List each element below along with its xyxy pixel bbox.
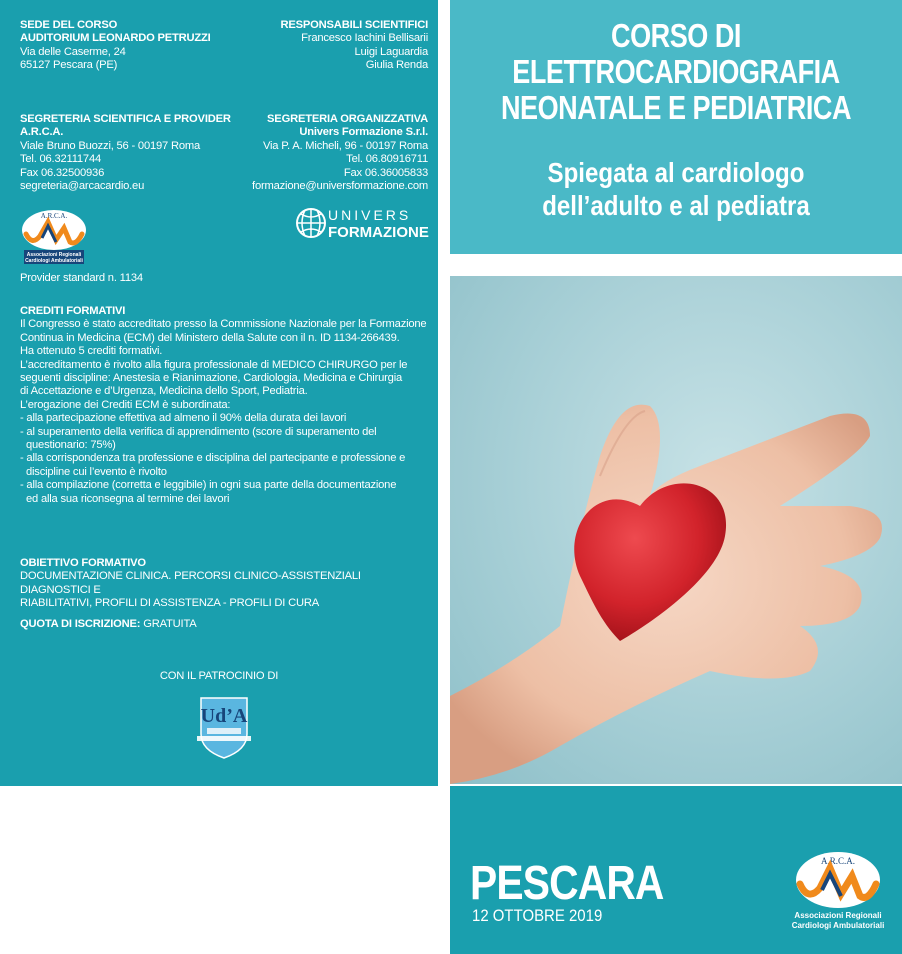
sede-block: [20, 19, 211, 73]
patrocinio-heading: CON IL PATROCINIO DI: [159, 670, 279, 682]
arca-logo-mark: [18, 206, 90, 266]
crediti-line: - al superamento della verifica di apprendimento (score di superamento del: [20, 425, 377, 438]
segreteria-organizzativa-heading: SEGRETERIA ORGANIZZATIVA: [267, 113, 428, 125]
quota-iscrizione: [20, 618, 197, 631]
city-name: PESCARA: [470, 857, 664, 910]
segreteria-scientifica-line: Tel. 06.32111744: [20, 153, 101, 166]
arca-logo-large-letters: A.R.C.A.: [820, 856, 856, 866]
crediti-line: Il Congresso è stato accreditato presso la Commissione Nazionale per la Formazione: [20, 318, 427, 331]
responsabili-line: Luigi Laguardia: [354, 45, 428, 58]
crediti-line: questionario: 75%): [26, 439, 116, 452]
segreteria-organizzativa-email: formazione@universformazione.com: [252, 180, 428, 193]
responsabili-line: Francesco Iachini Bellisarii: [301, 32, 428, 45]
crediti-line: - alla corrispondenza tra professione e disciplina del partecipante e professione e: [20, 452, 406, 465]
crediti-line: ed alla sua riconsegna al termine dei lavori: [26, 492, 230, 505]
course-title-line: ELETTROCARDIOGRAFIA: [512, 53, 840, 90]
crediti-line: - alla partecipazione effettiva ad almeno il 90% della durata dei lavori: [20, 412, 347, 425]
crediti-line: di Accettazione e d’Urgenza, Medicina dello Sport, Pediatria.: [20, 385, 308, 398]
responsabili-block: [228, 19, 428, 73]
provider-number: Provider standard n. 1134: [20, 272, 143, 284]
hand-with-heart-image: [450, 276, 902, 784]
sede-heading: SEDE DEL CORSO: [20, 19, 118, 31]
arca-logo-line1: Associazioni Regionali: [26, 252, 82, 258]
arca-logo-letters: A.R.C.A.: [40, 212, 68, 220]
sede-line: Via delle Caserme, 24: [20, 45, 126, 58]
uda-logo-text: Ud’A: [200, 705, 248, 727]
arca-logo: [18, 206, 90, 266]
crediti-line: seguenti discipline: Anestesia e Rianimazione, Cardiologia, Medicina e Chirurgia: [20, 372, 402, 385]
uda-crest-icon: [193, 694, 255, 760]
crediti-line: L’erogazione dei Crediti ECM è subordinata:: [20, 398, 231, 411]
course-subtitle-line: Spiegata al cardiologo: [547, 157, 805, 188]
segreteria-scientifica-block: [20, 113, 231, 193]
univers-formazione-logo: [295, 206, 431, 240]
segreteria-organizzativa-line: Univers Formazione S.r.l.: [299, 126, 428, 139]
arca-logo-large-mark: [790, 848, 886, 932]
obiettivo-line: RIABILITATIVI, PROFILI DI ASSISTENZA - PROFILI DI CURA: [20, 597, 319, 610]
segreteria-scientifica-line: A.R.C.A.: [20, 126, 64, 139]
crediti-line: Ha ottenuto 5 crediti formativi.: [20, 345, 163, 358]
segreteria-organizzativa-block: [208, 113, 428, 193]
hand-heart-photo: [450, 276, 902, 784]
segreteria-scientifica-line: Fax 06.32500936: [20, 166, 105, 179]
course-subtitle: [482, 156, 871, 222]
course-subtitle-line: dell’adulto e al pediatra: [542, 190, 810, 221]
crediti-heading: CREDITI FORMATIVI: [20, 305, 126, 317]
fold-gap: [438, 0, 450, 954]
crediti-line: discipline cui l’evento è rivolto: [26, 465, 167, 478]
segreteria-organizzativa-line: Fax 06.36005833: [343, 166, 428, 179]
responsabili-heading: RESPONSABILI SCIENTIFICI: [280, 19, 428, 31]
responsabili-line: Giulia Renda: [365, 59, 428, 72]
quota-label: QUOTA DI ISCRIZIONE:: [20, 618, 141, 630]
segreteria-scientifica-heading: SEGRETERIA SCIENTIFICA E PROVIDER: [20, 113, 231, 125]
course-title-line: NEONATALE E PEDIATRICA: [501, 89, 851, 126]
crediti-line: - alla compilazione (corretta e leggibile) in ogni sua parte della documentazione: [20, 479, 397, 492]
obiettivo-line: DOCUMENTAZIONE CLINICA. PERCORSI CLINICO-ASSISTENZIALI DIAGNOSTICI E: [20, 570, 361, 596]
crediti-line: Continua in Medicina (ECM) del Ministero della Salute con il n. ID 1134-266439.: [20, 331, 400, 344]
left-blank-area: [0, 786, 438, 954]
globe-icon: [295, 206, 431, 240]
uda-logo: [193, 694, 255, 760]
crediti-line: L’accreditamento è rivolto alla figura professionale di MEDICO CHIRURGO per le: [20, 358, 408, 371]
obiettivo-heading: OBIETTIVO FORMATIVO: [20, 557, 146, 569]
univers-logo-top: UNIVERS: [328, 207, 412, 223]
arca-logo-large-line2: Cardiologi Ambulatoriali: [791, 921, 885, 930]
arca-logo-large: [790, 848, 886, 932]
event-date: 12 OTTOBRE 2019: [472, 906, 603, 925]
segreteria-organizzativa-line: Via P. A. Micheli, 96 - 00197 Roma: [262, 139, 428, 152]
arca-logo-line2: Cardiologi Ambulatoriali: [25, 258, 83, 264]
arca-logo-large-line1: Associazioni Regionali: [794, 911, 882, 920]
course-title-line: CORSO DI: [611, 17, 741, 54]
crediti-block: [20, 305, 430, 506]
segreteria-scientifica-line: Viale Bruno Buozzi, 56 - 00197 Roma: [20, 139, 200, 152]
course-title: [491, 18, 862, 126]
univers-logo-bottom: FORMAZIONE: [328, 224, 429, 240]
obiettivo-block: [20, 557, 430, 611]
quota-value: GRATUITA: [140, 618, 197, 630]
segreteria-organizzativa-line: Tel. 06.80916711: [346, 153, 428, 166]
segreteria-scientifica-email: segreteria@arcacardio.eu: [20, 180, 145, 193]
sede-line: 65127 Pescara (PE): [20, 59, 118, 72]
sede-line: AUDITORIUM LEONARDO PETRUZZI: [20, 32, 211, 45]
